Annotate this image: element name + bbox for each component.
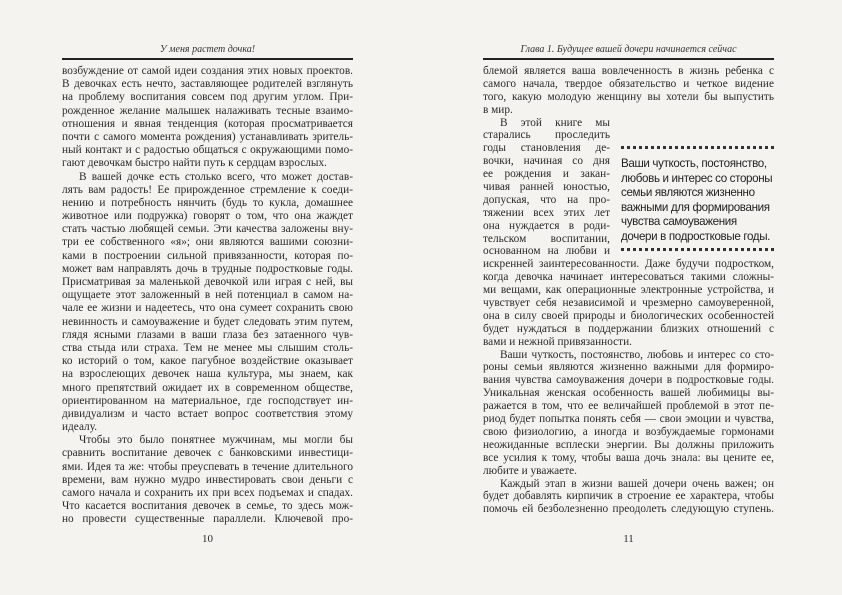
left-page: [62, 0, 353, 595]
text-line: все усилия к тому, чтобы ваша дочь знала: вы цените ее,: [483, 451, 774, 464]
text-line: чивая ранней юностью,: [483, 181, 610, 194]
page-body: [483, 65, 774, 516]
text-line: чале ее жизни и надеетесь, что она сумеет сохранить свою: [62, 302, 353, 315]
text-line: любите и уважаете.: [483, 464, 577, 477]
pull-quote-line: Ваши чуткость, постоянство,: [621, 157, 767, 170]
pull-quote-line: чувства самоуважения: [621, 215, 737, 228]
text-line: неожиданные всплески энергии. Вы должны приложить: [483, 438, 774, 451]
text-line: В девочках есть нечто, заставляющее родителей взглянуть: [62, 78, 353, 91]
text-line: ми вещами, как операционные электронные устройства, и: [483, 284, 774, 297]
running-header: У меня растет дочка!: [159, 44, 256, 55]
text-line: искренней заинтересованности. Даже будучи подростком,: [483, 258, 774, 271]
text-line: она в силу своей природы и биологических особенностей: [483, 309, 774, 322]
text-line: рожденное желание малышек налаживать тесные взаимо-: [62, 104, 353, 117]
text-line: Уникальная женская особенность вашей любимицы вы-: [483, 387, 774, 400]
text-line: ный контакт и с радостью общаться с окружающими помо-: [62, 144, 353, 157]
text-line: ее рождения и закан-: [483, 168, 610, 181]
text-line: В этой книге мы: [500, 116, 610, 129]
pull-quote: [621, 146, 774, 254]
text-line: может вам направлять дочь в трудные подростковые годы.: [62, 262, 353, 275]
pull-quote-line: дочери в подростковые годы.: [621, 229, 771, 243]
text-line: того, какую молодую женщину вы хотели бы выпустить: [483, 90, 774, 103]
text-line: вания чувства самоуважения дочери в подростковые годы.: [483, 374, 774, 387]
text-line: вочки, начиная со дня: [483, 155, 610, 168]
right-page: [483, 0, 774, 595]
text-line: отношения и явная тенденция (которая просматривается: [62, 117, 353, 130]
text-line: Каждый этап в жизни вашей дочери очень важен; он: [500, 477, 774, 490]
text-line: когда девочка начинает интересоваться такими сложны-: [483, 271, 774, 284]
text-line: сравнить воспитание девочек с банковскими инвестици-: [62, 447, 353, 460]
text-line: будет нуждаться в поддержании близких отношений с: [483, 322, 774, 335]
text-line: роны семьи являются жизненно важными для формиро-: [483, 361, 774, 374]
pull-quote-line: семьи являются жизненно: [621, 186, 755, 199]
text-line: ями. Идея та же: чтобы преуспевать в течение длительного: [62, 460, 353, 473]
text-line: будет добавлять кирпичик в строение ее характера, чтобы: [483, 490, 774, 503]
text-line: животное или подружка) говорят о том, что она жаждет: [62, 210, 353, 223]
page-number: 11: [623, 533, 634, 545]
text-line: ками в построении сильной привязанности, которая по-: [62, 249, 353, 262]
text-line: глядя ясными глазами в ваши глаза без затаенного чув-: [62, 328, 353, 341]
text-line: самого начала, твердое обязательство и четкое видение: [483, 77, 774, 90]
text-line: ориентированном на материальное, где господствует ин-: [62, 394, 353, 407]
text-line: гают девочкам быстро найти путь к сердцам взрослых.: [62, 157, 327, 170]
page-body: [62, 65, 353, 527]
text-line: много препятствий ожидает их в современном обществе,: [62, 381, 353, 394]
text-line: дивидуализм и часто встает вопрос соответствия этому: [62, 407, 353, 420]
text-line: идеалу.: [62, 421, 98, 434]
text-line: самого начала и сохранить их при всех подъемах и спадах.: [62, 487, 353, 499]
text-line: Присматривая за маленькой девочкой или играя с ней, вы: [62, 276, 353, 288]
text-line: основанном на любви и: [483, 245, 610, 258]
text-line: времени, вам нужно мудро инвестировать свои деньги с: [62, 473, 353, 486]
text-line: тельском воспитании,: [483, 232, 610, 245]
text-line: почти с самого момента рождения) устанавливать зритель-: [62, 130, 353, 143]
text-line: Что касается воспитания девочек в семье, то здесь мож-: [62, 500, 353, 513]
text-line: три ее собственного «я»; они являются вашими союзни-: [62, 236, 353, 249]
text-line: невинность и самоуважение и будет следовать этим путем,: [62, 315, 353, 328]
text-line: вами и нежной привязанности.: [483, 335, 632, 348]
text-line: Чтобы это было понятнее мужчинам, мы могли бы: [79, 434, 353, 447]
pull-quote-line: важными для формирования: [621, 200, 770, 214]
text-line: ражается в том, что ее величайшей проблемой в этот пе-: [483, 400, 774, 413]
text-line: но провести существенные параллели. Ключевой про-: [62, 513, 353, 526]
text-line: ко историй о том, какое пагубное воздействие оказывает: [62, 355, 353, 368]
pull-quote-bottom-border: [621, 248, 774, 254]
text-line: нению и потребность нянчить (будь то кукла, домашнее: [62, 196, 353, 209]
text-line: в мир.: [483, 103, 513, 116]
text-line: риод будет попытка понять себя — свои эмоции и чувства,: [483, 413, 774, 426]
text-line: ощущаете этот заложенный в ней потенциал в самом на-: [62, 289, 353, 302]
text-line: помочь ей безболезненно преодолеть следующую ступень.: [483, 503, 774, 516]
page-number: 10: [202, 533, 213, 545]
text-line: она нуждается в роди-: [483, 219, 610, 232]
text-line: блемой является ваша вовлеченность в жизнь ребенка с: [483, 65, 774, 77]
text-line: стать частью любящей семьи. Эти качества заложены вну-: [62, 223, 353, 236]
text-line: допуская, что на про-: [483, 193, 610, 206]
text-line: на взрослеющих девочек наша культура, мы знаем, как: [62, 368, 353, 381]
running-header: Глава 1. Будущее вашей дочери начинается сейчас: [520, 44, 737, 55]
text-line: лять вам радость! Ее прирожденное стремление к соеди-: [62, 183, 353, 196]
pull-quote-line: любовь и интерес со стороны: [621, 171, 773, 185]
text-line: свою физиологию, а иногда и возбуждаемые гормонами: [483, 425, 774, 438]
text-line: Ваши чуткость, постоянство, любовь и интерес со сто-: [500, 348, 774, 361]
text-line: возбуждение от самой идеи создания этих новых проектов.: [62, 65, 353, 77]
text-line: старались проследить: [483, 129, 610, 142]
text-line: годы становления де-: [483, 142, 610, 155]
text-line: чувствует себя независимой и чрезмерно самоуверенной,: [483, 297, 774, 310]
text-line: на проблему воспитания совсем под другим углом. При-: [62, 91, 353, 104]
text-line: тяжении всех этих лет: [483, 206, 610, 219]
header-rule: [483, 58, 774, 60]
text-line: В вашей дочке есть столько всего, что может достав-: [79, 170, 353, 183]
header-rule: [62, 58, 353, 60]
pull-quote-text: [621, 152, 774, 248]
text-line: ства стыда или страха. Тем не менее мы слышим столь-: [62, 341, 353, 354]
